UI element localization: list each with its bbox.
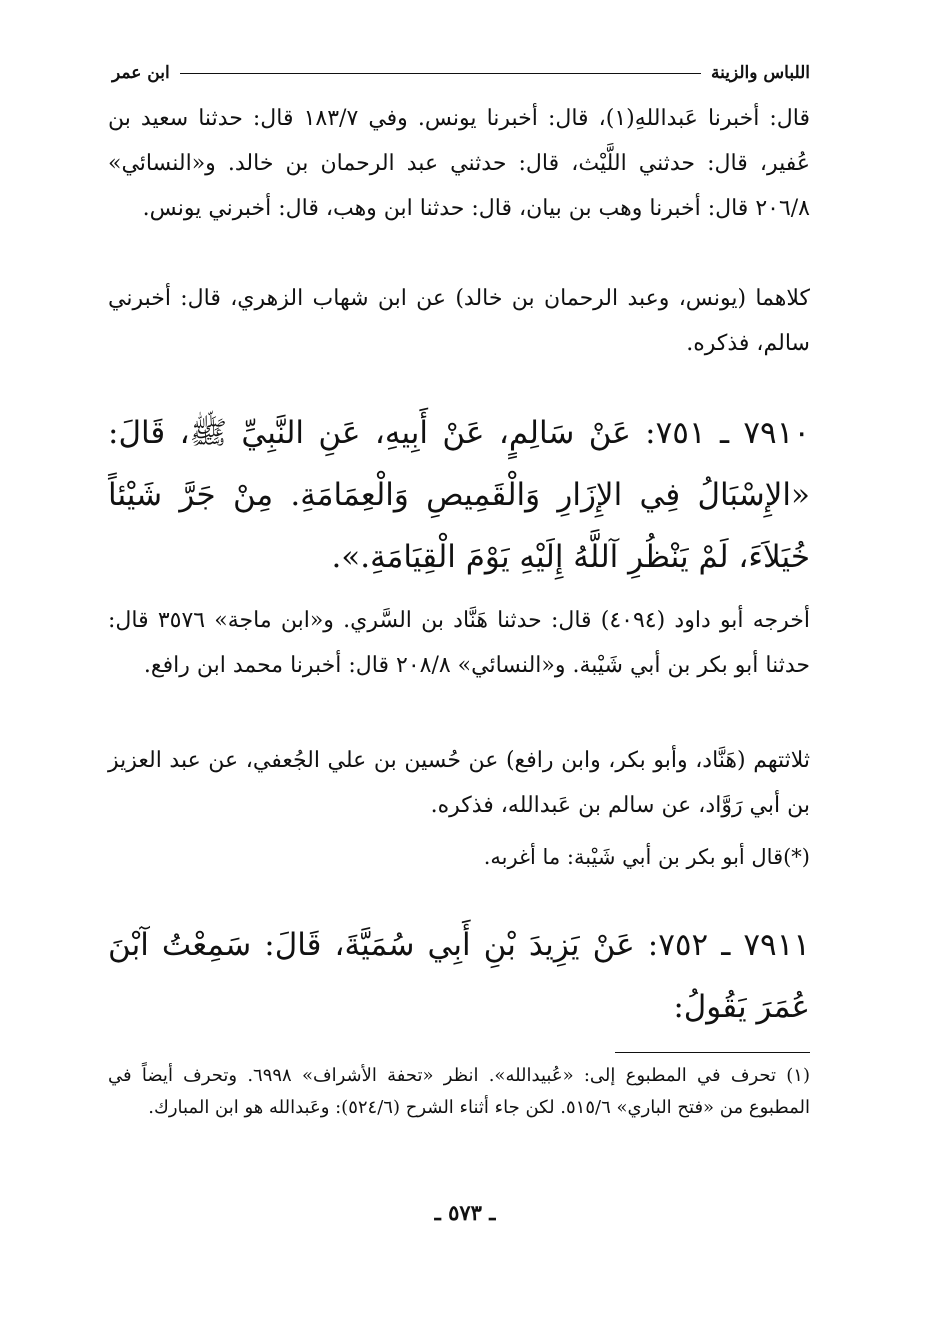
- paragraph-sources-2: كلاهما (يونس، وعبد الرحمان بن خالد) عن ابن شهاب الزهري، قال: أخبرني سالم، فذكره.: [108, 286, 810, 356]
- page-number: ـ ٥٧٣ ـ: [434, 1200, 496, 1225]
- hadith-7910-text: ٧٩١٠ ـ ٧٥١: عَنْ سَالِمٍ، عَنْ أَبِيهِ، عَنِ النَّبِيِّ ﷺ، قَالَ: «الإِسْبَالُ فِي الإِزَارِ وَالْقَمِيصِ وَالْعِمَامَةِ. مِنْ جَرَّ شَيْئاً خُيَلاَءَ، لَمْ يَنْظُرِ آللَّهُ إِلَيْهِ يَوْمَ الْقِيَامَةِ.».: [108, 415, 811, 575]
- paragraph-sources-1: قال: أخبرنا عَبداللهِ(١)، قال: أخبرنا يونس. وفي ١٨٣/٧ قال: حدثنا سعيد بن عُفير، قال: حدثني اللَّيْث، قال: حدثني عبد الرحمان بن خالد. و«النسائي» ٢٠٦/٨ قال: أخبرنا وهب بن بيان، قال: حدثنا ابن وهب، قال: أخبرني يونس.: [108, 106, 810, 221]
- paragraph-takhrij-1: أخرجه أبو داود (٤٠٩٤) قال: حدثنا هَنَّاد بن السَّري. و«ابن ماجة» ٣٥٧٦ قال: حدثنا أبو بكر بن أبي شَيْبة. و«النسائي» ٢٠٨/٨ قال: أخبرنا محمد ابن رافع.: [108, 608, 810, 678]
- header-rule: [180, 73, 701, 74]
- paragraph-takhrij-2: ثلاثتهم (هَنَّاد، وأبو بكر، وابن رافع) عن حُسين بن علي الجُعفي، عن عبد العزيز بن أبي رَوَّاد، عن سالم بن عَبدالله، فذكره.: [108, 748, 810, 818]
- footnote-rule: [615, 1052, 810, 1053]
- hadith-7911-text: ٧٩١١ ـ ٧٥٢: عَنْ يَزِيدَ بْنِ أَبِي سُمَيَّةَ، قَالَ: سَمِعْتُ آبْنَ عُمَرَ يَقُولُ:: [108, 927, 810, 1025]
- note-remark: (*)قال أبو بكر بن أبي شَيْبة: ما أغربه.: [483, 845, 810, 869]
- running-header: [112, 58, 810, 88]
- footnote-1: (١) تحرف في المطبوع إلى: «عُبيدالله». انظر «تحفة الأشراف» ٦٩٩٨. وتحرف أيضاً في المطبوع من «فتح الباري» ٥١٥/٦. لكن جاء أثناء الشرح (٥٢٤/٦): وعَبدالله هو ابن المبارك.: [108, 1065, 810, 1118]
- header-section-title: ابن عمر: [112, 63, 170, 83]
- header-chapter-title: اللباس والزينة: [711, 63, 810, 83]
